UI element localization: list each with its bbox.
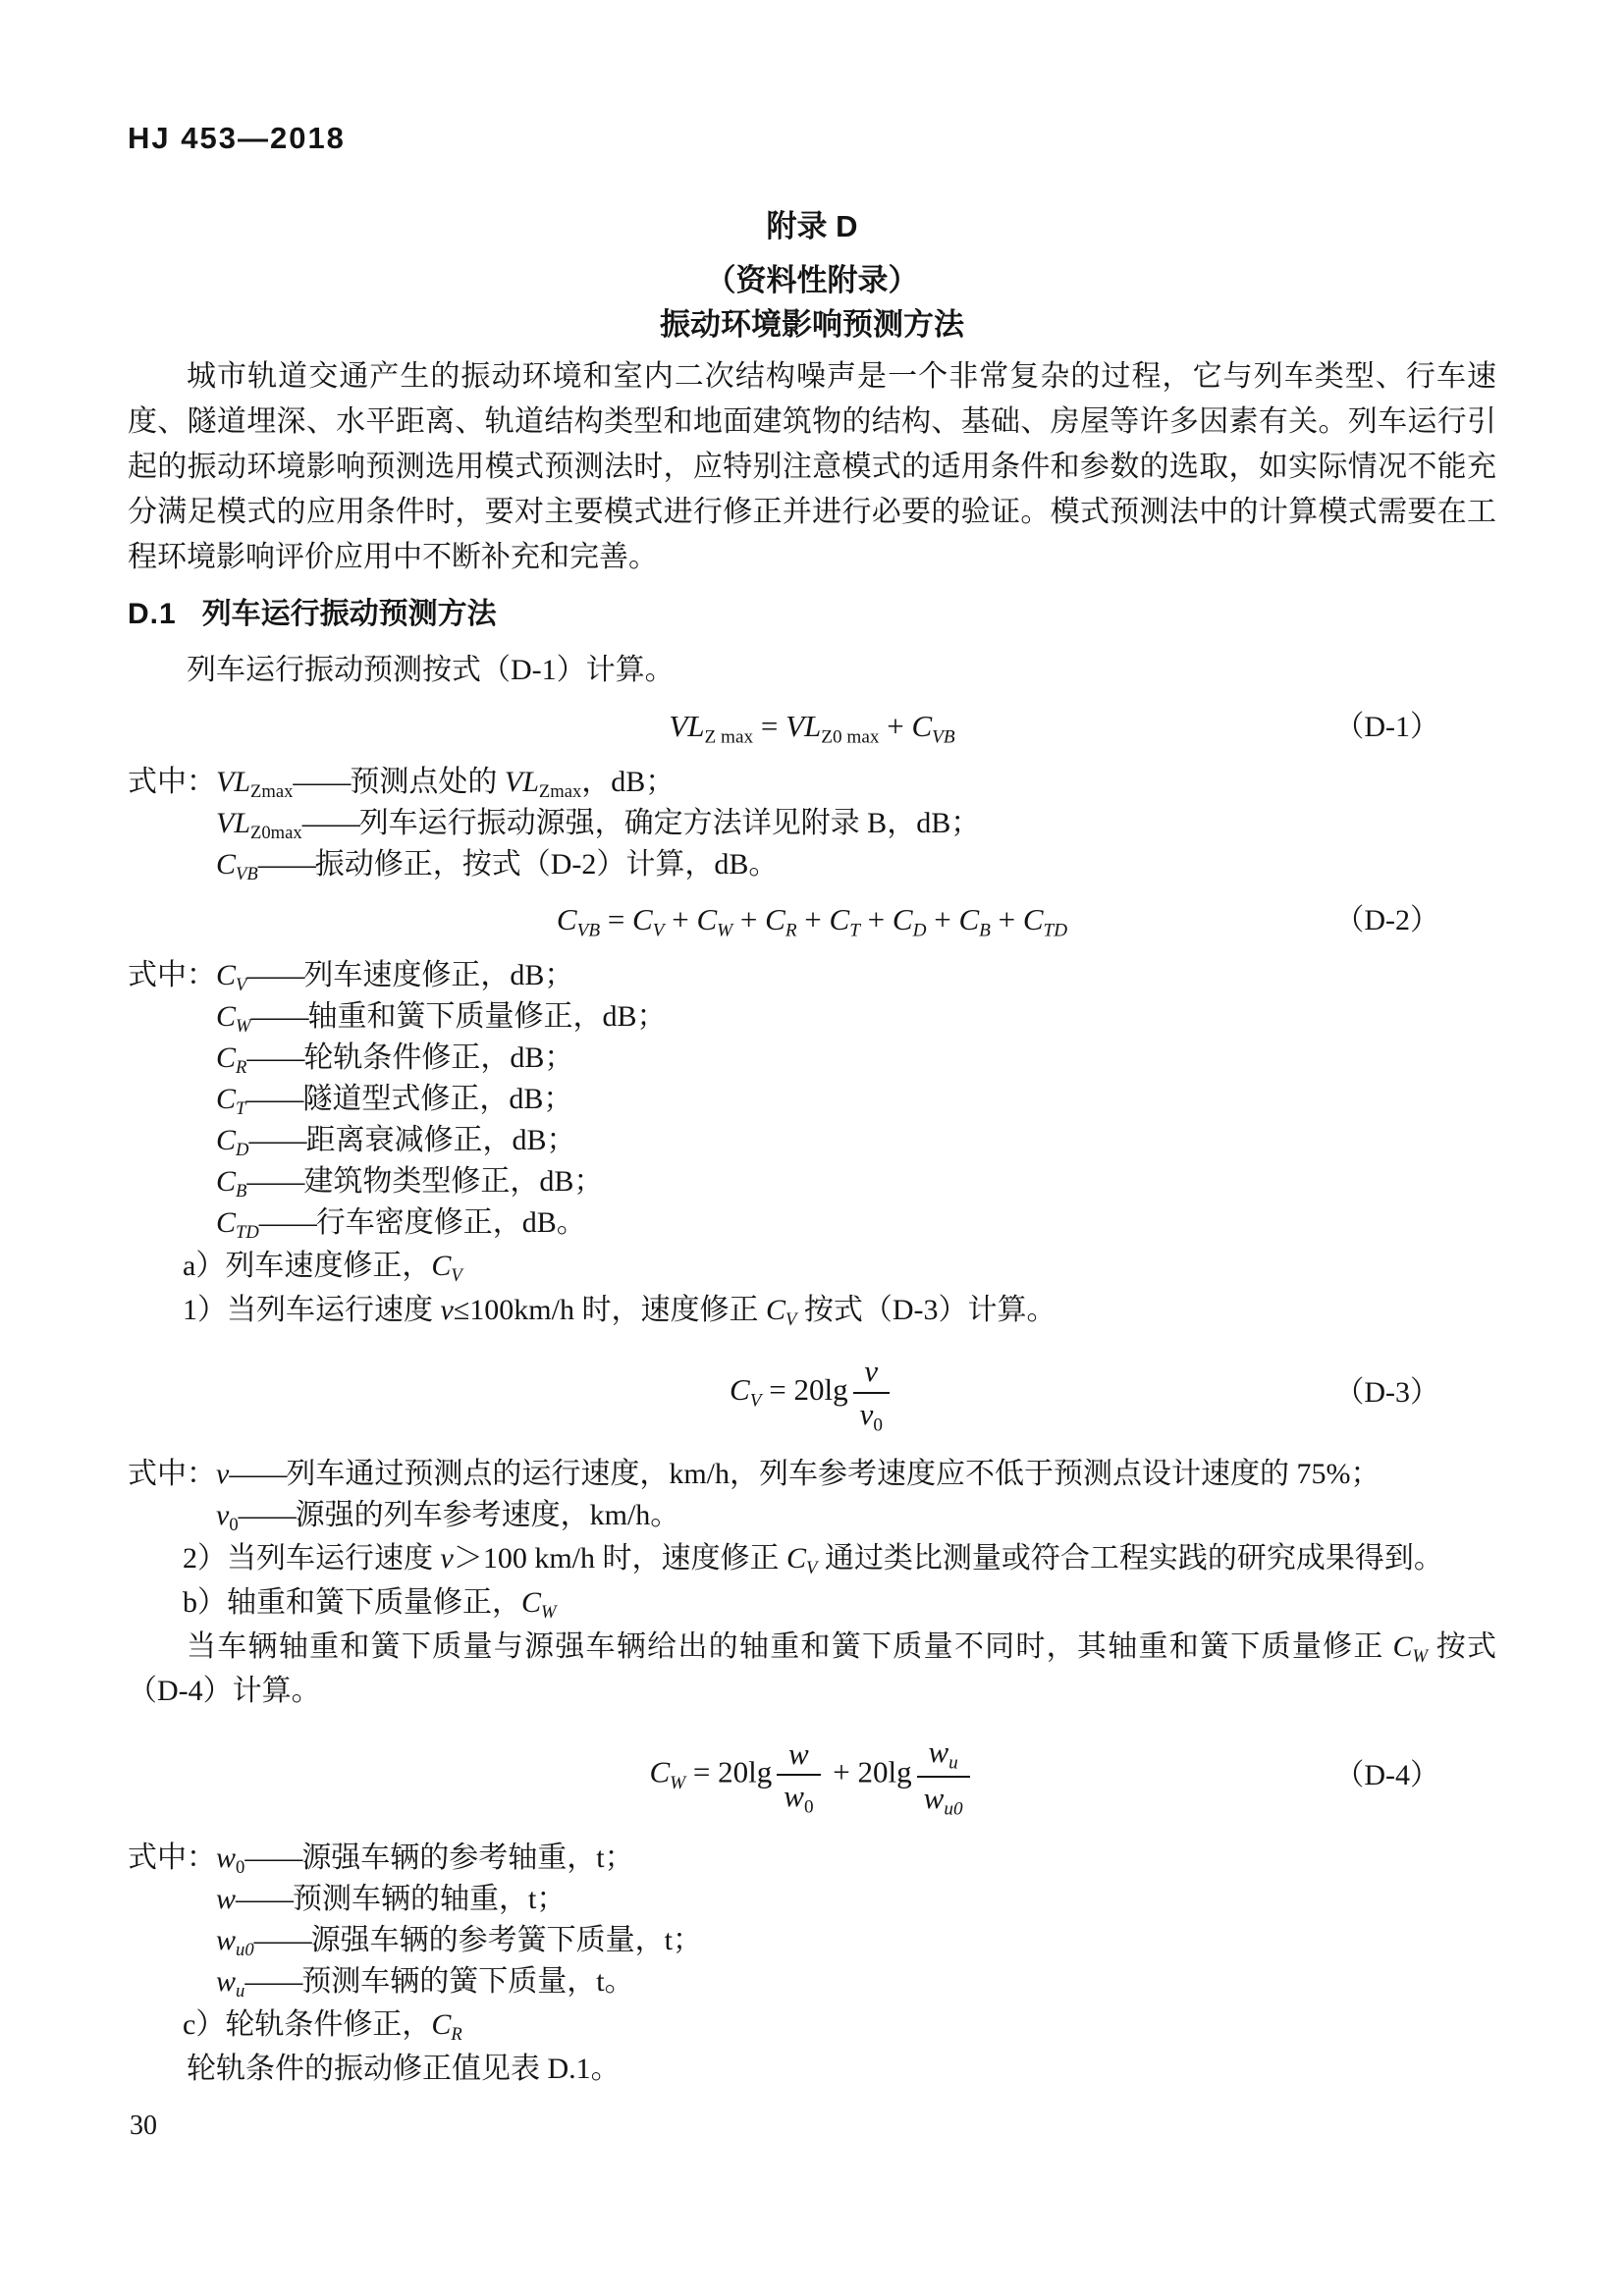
text-run: C xyxy=(765,902,785,936)
definition-lead: 式中： xyxy=(128,959,216,991)
definition-text xyxy=(308,1000,667,1033)
symbol-definition xyxy=(128,1038,1496,1079)
definition-dash: —— xyxy=(253,1924,311,1957)
text-run: = xyxy=(753,709,786,743)
text-run: C xyxy=(556,902,577,936)
text-run: 建筑物类型修正，dB； xyxy=(303,1165,604,1198)
math-subscript: Zmax xyxy=(250,781,294,803)
symbol-definition xyxy=(128,1202,1496,1244)
text-run: b）轴重和簧下质量修正， xyxy=(183,1586,521,1620)
math-subscript: W xyxy=(670,1773,686,1794)
text-run: C xyxy=(521,1586,542,1620)
symbol-definition xyxy=(128,844,1496,885)
text-run: C xyxy=(892,902,913,936)
text-run: 隧道型式修正，dB； xyxy=(302,1083,573,1115)
math-subscript: 0 xyxy=(873,1414,883,1435)
text-run: 1）当列车运行速度 xyxy=(183,1294,441,1326)
text-run: 预测车辆的轴重，t； xyxy=(293,1883,567,1916)
symbol-definition xyxy=(128,1079,1496,1120)
appendix-subtitle: （资料性附录） xyxy=(705,263,919,297)
text-run: ＞100 km/h 时，速度修正 xyxy=(453,1542,786,1575)
math-subscript: V xyxy=(451,1265,462,1287)
intro-paragraph: 城市轨道交通产生的振动环境和室内二次结构噪声是一个非常复杂的过程，它与列车类型、行车速度、隧道埋深、水平距离、轨道结构类型和地面建筑物的结构、基础、房屋等许多因素有关。列车运行引起的振动环境影响预测选用模式预测法时，应特别注意模式的适用条件和参数的选取，如实际情况不能充分满足模式的应用条件时，要对主要模式进行修正并进行必要的验证。模式预测法中的计算模式需要在工程环境影响评价应用中不断补充和完善。 xyxy=(128,360,1496,573)
symbol-definition xyxy=(128,996,1496,1038)
math-subscript: TD xyxy=(1043,920,1068,941)
definition-symbol xyxy=(216,848,258,885)
text-run: 按式（D-4）计算。 xyxy=(128,1630,1496,1708)
text-run: c）轮轨条件修正， xyxy=(183,2008,432,2042)
math-subscript: V xyxy=(806,1558,818,1579)
definition-symbol xyxy=(216,1124,249,1161)
formula-d4 xyxy=(128,1725,1496,1826)
math-subscript: D xyxy=(912,920,927,941)
text-run: 预测车辆的簧下质量，t。 xyxy=(301,1965,634,1999)
text-run: C xyxy=(696,902,718,936)
definition-symbol xyxy=(216,1000,251,1038)
fraction-numerator xyxy=(777,1735,820,1777)
text-run: w xyxy=(788,1735,809,1771)
math-subscript: u0 xyxy=(236,1940,254,1961)
text-run: 轮轨条件的振动修正值见表 D.1。 xyxy=(187,2053,621,2086)
text-run: v xyxy=(864,1354,879,1388)
math-subscript: R xyxy=(785,920,797,941)
definition-dash: —— xyxy=(250,1000,308,1033)
math-subscript: T xyxy=(849,920,860,941)
definition-text xyxy=(286,1458,1380,1490)
section-number: D.1 xyxy=(128,598,177,630)
text-run: 源强车辆的参考轴重，t； xyxy=(301,1842,634,1875)
fraction-denominator xyxy=(853,1394,890,1435)
math-subscript: T xyxy=(236,1098,246,1120)
math-subscript: 0 xyxy=(229,1515,239,1536)
math-subscript: 0 xyxy=(236,1857,245,1879)
definition-dash: —— xyxy=(301,807,359,839)
symbol-definition xyxy=(128,1961,1496,2002)
definition-dash: —— xyxy=(244,1842,302,1875)
definition-symbol xyxy=(216,1083,246,1120)
definition-text xyxy=(303,1041,573,1074)
definition-lead: 式中： xyxy=(128,766,216,798)
text-run: w xyxy=(216,1883,237,1916)
section-title: 列车运行振动预测方法 xyxy=(201,598,497,630)
definition-dash: —— xyxy=(257,848,315,881)
text-run: VL xyxy=(216,807,251,839)
math-subscript: Zmax xyxy=(538,781,582,803)
text-run: v xyxy=(859,1396,874,1431)
symbol-definition xyxy=(128,1879,1496,1920)
text-run: ，dB； xyxy=(581,766,676,798)
symbol-definition xyxy=(128,955,1496,996)
text-run: + xyxy=(926,902,959,936)
text-run: 轴重和簧下质量修正，dB； xyxy=(307,1000,667,1033)
text-run: 当车辆轴重和簧下质量与源强车辆给出的轴重和簧下质量不同时，其轴重和簧下质量修正 xyxy=(187,1630,1393,1664)
section-heading xyxy=(128,592,1496,636)
definition-text xyxy=(301,1842,633,1874)
definition-text xyxy=(359,807,981,839)
text-run: ≤100km/h 时，速度修正 xyxy=(453,1294,766,1326)
definition-text xyxy=(303,1165,603,1198)
math-subscript: VB xyxy=(236,864,258,885)
math-subscript: Z0 max xyxy=(821,726,880,748)
definition-dash: —— xyxy=(245,1083,303,1115)
definition-symbol xyxy=(216,1842,245,1879)
text-run: a）列车速度修正， xyxy=(183,1250,432,1282)
math-subscript: W xyxy=(236,1016,251,1038)
symbol-definition xyxy=(128,762,1496,803)
para-table-ref xyxy=(128,2047,1496,2091)
text-run: = 20lg xyxy=(761,1372,848,1408)
text-run: 列车通过预测点的运行速度，km/h，列车参考速度应不低于预测点设计速度的 75%； xyxy=(286,1458,1380,1491)
text-run: C xyxy=(911,709,933,743)
definition-dash: —— xyxy=(236,1883,294,1916)
symbol-definition xyxy=(128,803,1496,844)
text-run: v xyxy=(440,1542,454,1575)
math-subscript: B xyxy=(236,1181,247,1202)
fraction xyxy=(777,1735,820,1817)
definition-text xyxy=(350,766,676,803)
formula-d2 xyxy=(128,895,1496,945)
item-1 xyxy=(128,1288,1496,1332)
text-run: C xyxy=(216,959,237,991)
math-subscript: B xyxy=(979,920,991,941)
math-subscript: u xyxy=(948,1752,958,1774)
page-number: 30 xyxy=(130,2110,157,2141)
definition-dash: —— xyxy=(244,1965,302,1999)
appendix-title: 附录 D xyxy=(766,209,858,243)
text-run: C xyxy=(216,1206,237,1239)
math-subscript: V xyxy=(236,975,247,996)
definition-dash: —— xyxy=(246,1165,304,1198)
para-formula-d1-intro xyxy=(128,648,1496,692)
item-b xyxy=(128,1580,1496,1625)
formula-label: （D-3） xyxy=(1334,1376,1439,1410)
text-run: 行车密度修正，dB。 xyxy=(315,1206,586,1239)
text-run: v xyxy=(216,1458,230,1491)
text-run: C xyxy=(216,1165,237,1198)
text-run: C xyxy=(216,1000,237,1033)
definition-symbol xyxy=(216,1206,259,1244)
math-subscript: V xyxy=(785,1309,797,1331)
text-run: VL xyxy=(785,709,822,743)
text-run: C xyxy=(216,848,237,881)
text-run: 列车运行振动预测按式（D-1）计算。 xyxy=(187,654,675,686)
formula-math xyxy=(649,1733,974,1818)
symbol-definition xyxy=(128,1920,1496,1961)
item-2 xyxy=(128,1536,1496,1580)
text-run: C xyxy=(216,1083,237,1115)
definition-symbol xyxy=(216,807,302,844)
definition-dash: —— xyxy=(246,1041,304,1074)
definition-text xyxy=(305,1124,575,1156)
math-subscript: VB xyxy=(932,726,955,748)
formula-d1 xyxy=(128,702,1496,752)
doc-number: HJ 453—2018 xyxy=(128,121,346,155)
math-subscript: 0 xyxy=(803,1796,814,1818)
text-run: 距离衰减修正，dB； xyxy=(305,1124,576,1156)
definition-dash: —— xyxy=(229,1458,287,1491)
text-run: 列车运行振动源强，确定方法详见附录 B，dB； xyxy=(358,807,981,839)
definition-lead: 式中： xyxy=(128,1842,216,1875)
text-run: + xyxy=(664,902,697,936)
text-run: C xyxy=(730,1372,750,1408)
math-subscript: TD xyxy=(236,1222,259,1244)
symbol-definition xyxy=(128,1495,1496,1536)
fraction-numerator xyxy=(917,1733,970,1778)
text-run: + 20lg xyxy=(825,1754,912,1789)
definition-dash: —— xyxy=(258,1206,316,1239)
text-run: C xyxy=(632,902,653,936)
text-run: VL xyxy=(669,709,705,743)
definition-symbol xyxy=(216,1499,239,1536)
text-run: C xyxy=(216,1124,237,1156)
math-subscript: u0 xyxy=(944,1798,963,1820)
text-run: w xyxy=(216,1842,237,1875)
definition-symbol xyxy=(216,1165,247,1202)
text-run: 振动修正，按式（D-2）计算，dB。 xyxy=(314,848,779,881)
math-subscript: VB xyxy=(576,920,601,941)
definition-text xyxy=(316,1206,586,1239)
fraction-numerator xyxy=(853,1352,890,1394)
symbol-definition xyxy=(128,1454,1496,1495)
fraction xyxy=(917,1733,970,1818)
math-subscript: W xyxy=(1412,1646,1428,1668)
definition-symbol xyxy=(216,959,247,996)
definition-symbol xyxy=(216,1924,254,1961)
formula-math xyxy=(557,895,1067,944)
text-run: 列车速度修正，dB； xyxy=(303,959,574,991)
text-run: w xyxy=(928,1735,949,1770)
text-run: C xyxy=(958,902,980,936)
formula-math xyxy=(669,702,954,751)
definition-symbol xyxy=(216,1883,236,1915)
text-run: 轮轨条件修正，dB； xyxy=(303,1041,574,1074)
symbol-definition xyxy=(128,1161,1496,1202)
definition-symbol xyxy=(216,1458,229,1490)
definition-dash: —— xyxy=(238,1499,296,1532)
math-subscript: R xyxy=(451,2024,462,2046)
text-run: v xyxy=(216,1499,230,1532)
text-run: 按式（D-3）计算。 xyxy=(796,1294,1056,1326)
definition-text xyxy=(301,1965,633,1998)
text-run: + xyxy=(879,709,912,743)
text-run: + xyxy=(796,902,830,936)
text-run: C xyxy=(431,2008,452,2042)
definition-symbol xyxy=(216,1965,245,2002)
definition-text xyxy=(311,1924,702,1956)
text-run: w xyxy=(216,1924,237,1957)
text-run: C xyxy=(786,1542,807,1575)
text-run: + xyxy=(990,902,1023,936)
formula-label: （D-2） xyxy=(1334,903,1439,936)
definition-text xyxy=(315,848,779,881)
definition-text xyxy=(293,1883,566,1915)
definition-dash: —— xyxy=(293,766,351,798)
text-run: C xyxy=(649,1754,671,1789)
math-subscript: D xyxy=(236,1140,249,1161)
section-content xyxy=(128,648,1496,2091)
text-run: C xyxy=(1392,1630,1413,1664)
text-run: v xyxy=(440,1294,454,1326)
text-run: = 20lg xyxy=(685,1754,773,1789)
text-run: 源强的列车参考速度，km/h。 xyxy=(295,1499,680,1532)
text-run: w xyxy=(784,1779,804,1814)
text-run: 2）当列车运行速度 xyxy=(183,1542,441,1575)
para-cw xyxy=(128,1625,1496,1713)
definition-dash: —— xyxy=(246,959,304,991)
definition-text xyxy=(303,959,573,991)
definition-text xyxy=(296,1499,680,1531)
definition-dash: —— xyxy=(248,1124,306,1156)
math-subscript: u xyxy=(236,1981,245,2002)
appendix-heading: 振动环境影响预测方法 xyxy=(660,307,964,342)
text-run: = xyxy=(600,902,633,936)
math-subscript: V xyxy=(652,920,665,941)
fraction xyxy=(853,1352,890,1434)
symbol-definition xyxy=(128,1838,1496,1879)
text-run: 源强车辆的参考簧下质量，t； xyxy=(310,1924,702,1957)
formula-label: （D-1） xyxy=(1334,710,1439,743)
text-run: + xyxy=(859,902,893,936)
definition-symbol xyxy=(216,766,294,803)
text-run: C xyxy=(765,1294,785,1326)
text-run: 预测点处的 xyxy=(350,766,505,798)
math-subscript: R xyxy=(236,1057,247,1079)
formula-d3 xyxy=(128,1344,1496,1442)
text-run: C xyxy=(216,1041,237,1074)
text-run: C xyxy=(431,1250,452,1282)
fraction-denominator xyxy=(777,1776,820,1817)
text-run: C xyxy=(1022,902,1044,936)
definition-symbol xyxy=(216,1041,247,1079)
definition-text xyxy=(302,1083,572,1115)
text-run: VL xyxy=(504,766,539,798)
symbol-definition xyxy=(128,1120,1496,1161)
item-c xyxy=(128,2002,1496,2047)
math-subscript: Z max xyxy=(704,726,754,748)
fraction-denominator xyxy=(917,1778,970,1819)
math-subscript: V xyxy=(749,1390,762,1412)
text-run: VL xyxy=(216,766,251,798)
text-run: 通过类比测量或符合工程实践的研究成果得到。 xyxy=(817,1542,1443,1575)
text-run: C xyxy=(829,902,850,936)
formula-math xyxy=(730,1352,894,1434)
math-subscript: W xyxy=(541,1602,557,1624)
item-a xyxy=(128,1244,1496,1288)
text-run: w xyxy=(216,1965,237,1999)
formula-label: （D-4） xyxy=(1334,1758,1439,1791)
definition-lead: 式中： xyxy=(128,1458,216,1491)
math-subscript: Z0max xyxy=(250,823,302,844)
text-run: + xyxy=(732,902,766,936)
math-subscript: W xyxy=(717,920,733,941)
text-run: w xyxy=(923,1780,945,1815)
